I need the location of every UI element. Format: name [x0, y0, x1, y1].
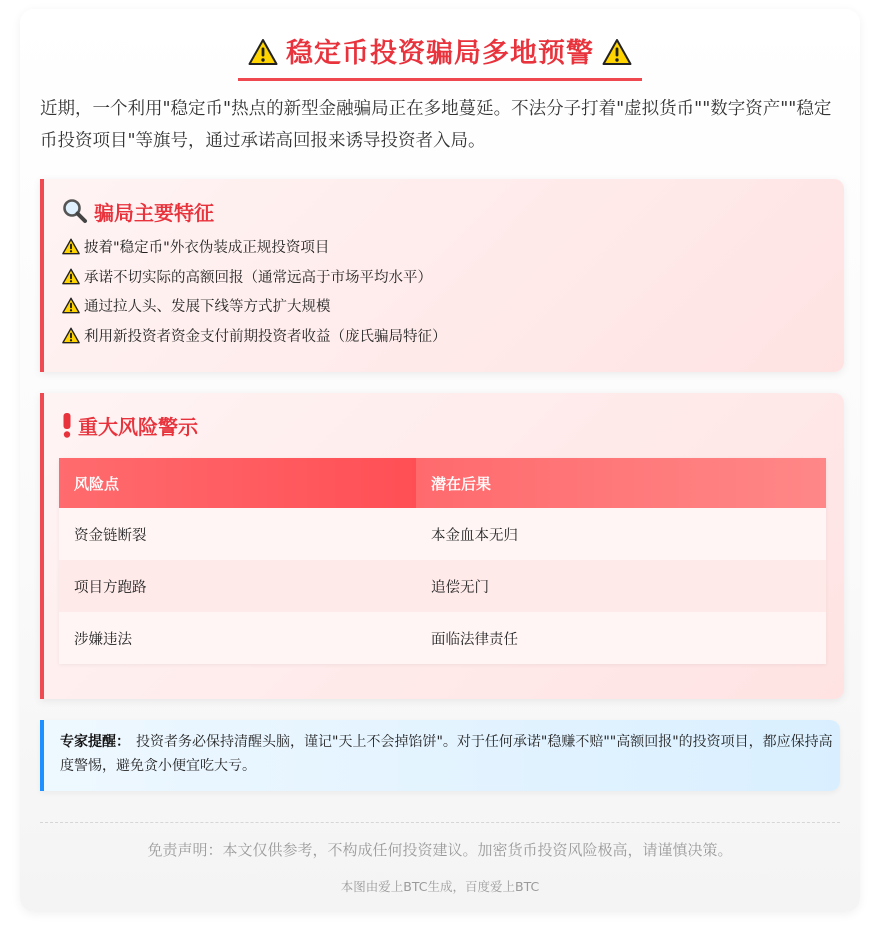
- risk-table: [59, 458, 826, 664]
- risk-cell: 涉嫌违法: [59, 612, 416, 664]
- article-card: [20, 9, 860, 912]
- page-title-text: 稳定币投资骗局多地预警: [286, 38, 594, 69]
- column-header-risk: 风险点: [59, 458, 416, 508]
- disclaimer: 免责声明：本文仅供参考，不构成任何投资建议。加密货币投资风险极高，请谨慎决策。: [147, 841, 733, 859]
- warning-icon: [62, 327, 80, 344]
- feature-text: 利用新投资者资金支付前期投资者收益（庞氏骗局特征）: [84, 328, 447, 345]
- exclamation-icon: [62, 412, 72, 438]
- consequence-cell: 面临法律责任: [416, 612, 826, 664]
- warning-icon: [62, 268, 80, 285]
- risk-cell: 项目方跑路: [59, 560, 416, 612]
- list-item: [62, 234, 447, 264]
- column-header-consequence: 潜在后果: [416, 458, 826, 508]
- features-heading: [62, 197, 214, 226]
- features-list: [62, 234, 447, 352]
- list-item: [62, 264, 447, 294]
- table-row: [59, 560, 826, 612]
- expert-tip: [40, 720, 840, 791]
- warning-icon: [248, 38, 278, 66]
- expert-tip-text: 投资者务必保持清醒头脑，谨记"天上不会掉馅饼"。对于任何承诺"稳赚不赔""高额回报"的投资项目，都应保持高度警惕，避免贪小便宜吃大亏。: [60, 734, 833, 774]
- magnifier-icon: [62, 198, 88, 224]
- consequence-cell: 追偿无门: [416, 560, 826, 612]
- consequence-cell: 本金血本无归: [416, 508, 826, 560]
- expert-tip-label: 专家提醒：: [60, 734, 130, 750]
- features-section: [40, 179, 844, 372]
- table-header-row: [59, 458, 826, 508]
- feature-text: 承诺不切实际的高额回报（通常远高于市场平均水平）: [84, 269, 432, 286]
- table-row: [59, 612, 826, 664]
- risks-heading: [62, 411, 198, 440]
- page-title: [238, 31, 642, 81]
- title-wrap: [20, 31, 860, 81]
- features-heading-text: 骗局主要特征: [94, 201, 214, 225]
- risks-heading-text: 重大风险警示: [78, 415, 198, 439]
- feature-text: 披着"稳定币"外衣伪装成正规投资项目: [84, 240, 330, 256]
- intro-paragraph: 近期，一个利用"稳定币"热点的新型金融骗局正在多地蔓延。不法分子打着"虚拟货币""数字资产""稳定币投资项目"等旗号，通过承诺高回报来诱导投资者入局。: [40, 99, 832, 151]
- warning-icon: [62, 238, 80, 255]
- warning-icon: [62, 297, 80, 314]
- list-item: [62, 323, 447, 353]
- divider: [40, 822, 840, 823]
- feature-text: 通过拉人头、发展下线等方式扩大规模: [84, 299, 331, 315]
- list-item: [62, 293, 447, 323]
- risk-cell: 资金链断裂: [59, 508, 416, 560]
- risks-section: [40, 393, 844, 699]
- warning-icon: [602, 38, 632, 66]
- table-row: [59, 508, 826, 560]
- credit: 本图由爱上BTC生成，百度爱上BTC: [340, 879, 540, 894]
